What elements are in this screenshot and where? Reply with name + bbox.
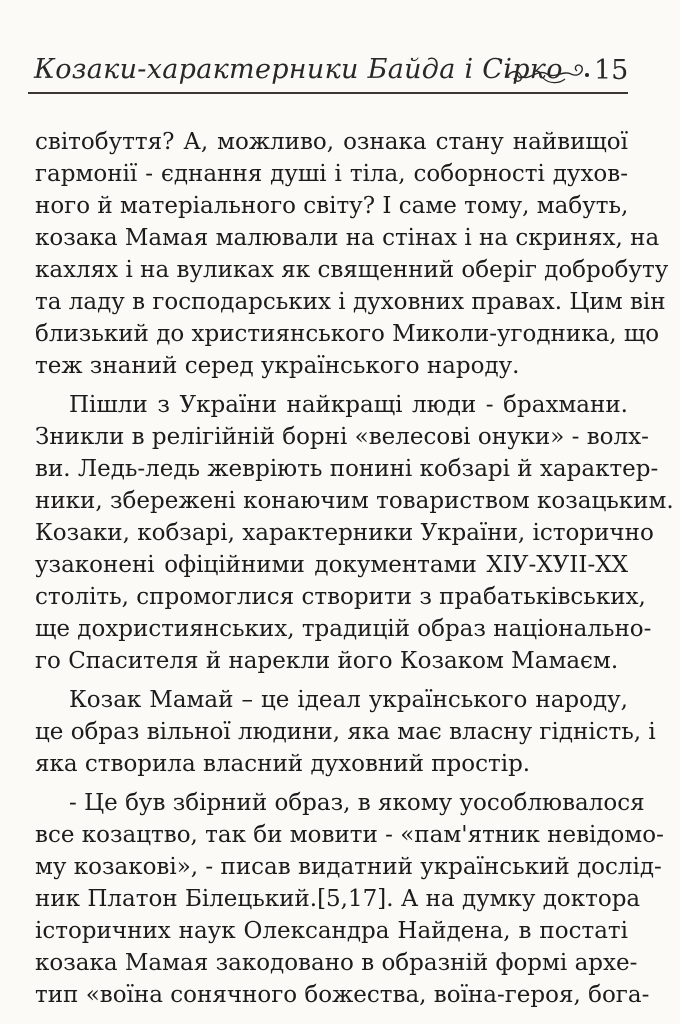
page-number: 15 (594, 55, 629, 86)
text-line: теж знаний серед українського народу. (35, 353, 520, 379)
text-line: ви. Ледь-ледь жевріють понині кобзарі й характер- (35, 456, 659, 482)
running-head (28, 52, 628, 96)
text-line: близький до християнського Миколи-угодника, що (35, 321, 660, 347)
text-line: козака Мамая малювали на стінах і на скринях, на (35, 225, 660, 251)
text-line: Пішли з України найкращі люди - брахмани. (69, 392, 628, 418)
text-line: кахлях і на вуликах як священний оберіг добробуту (35, 257, 669, 283)
text-line: та ладу в господарських і духовних правах. Цим він (35, 289, 666, 315)
body-text (35, 126, 674, 1018)
text-line: Козак Мамай – це ідеал українського народу, (69, 687, 628, 713)
text-line: тип «воїна сонячного божества, воїна-героя, бога- (35, 982, 650, 1008)
text-line: козака Мамая закодовано в образній формі архе- (35, 950, 638, 976)
text-line: світобуття? А, можливо, ознака стану найвищої (35, 129, 628, 155)
text-line: історичних наук Олександра Найдена, в постаті (35, 918, 628, 944)
text-line: му козакові», - писав видатний український дослід- (35, 854, 662, 880)
text-line: ще дохристиянських, традицій образ національно- (35, 616, 652, 642)
running-title: Козаки-характерники Байда і Сірко (34, 54, 563, 85)
text-line: ник Платон Білецький.[5,17]. А на думку доктора (35, 886, 641, 912)
text-line: гармонії - єднання душі і тіла, соборності духов- (35, 161, 628, 187)
paragraph (35, 684, 656, 780)
text-line: яка створила власний духовний простір. (35, 751, 531, 777)
text-line: століть, спромоглися створити з прабатьківських, (35, 584, 646, 610)
header-rule (28, 92, 628, 94)
text-line: ники, збережені конаючим товариством козацьким. (35, 488, 674, 514)
text-line: Зникли в релігійній борні «велесові онуки» - волх- (35, 424, 649, 450)
text-line: ного й матеріального світу? І саме тому, мабуть, (35, 193, 629, 219)
text-line: це образ вільної людини, яка має власну гідність, і (35, 719, 656, 745)
paragraph (35, 126, 669, 382)
text-line: го Спасителя й нарекли його Козаком Мамаєм. (35, 648, 619, 674)
text-line: все козацтво, так би мовити - «пам'ятник невідомо- (35, 822, 664, 848)
paragraph (35, 389, 674, 677)
text-line: Козаки, кобзарі, характерники України, історично (35, 520, 654, 546)
flourish-ornament-icon (503, 62, 593, 88)
paragraph (35, 787, 664, 1011)
text-line: - Це був збірний образ, в якому уособлювалося (69, 790, 645, 816)
text-line: узаконені офіційними документами ХІУ-ХУІІ-ХХ (35, 552, 628, 578)
